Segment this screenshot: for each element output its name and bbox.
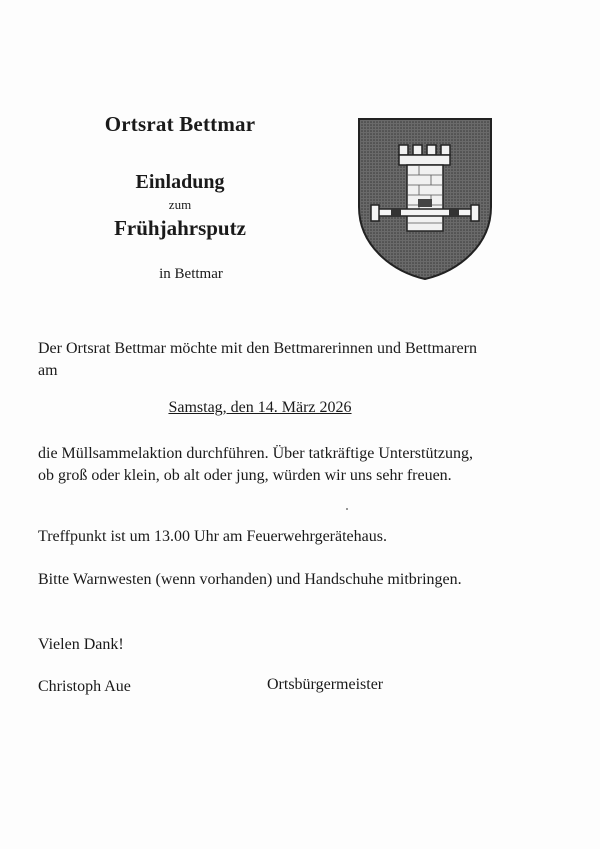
signer-role: Ortsbürgermeister bbox=[267, 676, 384, 693]
event-date bbox=[0, 399, 520, 417]
equipment-paragraph: Bitte Warnwesten (wenn vorhanden) und Handschuhe mitbringen. bbox=[38, 571, 462, 588]
scan-speck bbox=[346, 508, 348, 510]
meeting-point-paragraph: Treffpunkt ist um 13.00 Uhr am Feuerwehrgerätehaus. bbox=[38, 528, 387, 545]
event-date-text: Samstag, den 14. März 2026 bbox=[168, 399, 352, 416]
signer-name: Christoph Aue bbox=[38, 678, 131, 695]
thanks-line: Vielen Dank! bbox=[38, 636, 124, 653]
event-location: in Bettmar bbox=[159, 266, 223, 282]
intro-paragraph: Der Ortsrat Bettmar möchte mit den Bettmarerinnen und Bettmarern am bbox=[38, 340, 477, 379]
invitation-heading: Einladung bbox=[135, 171, 225, 193]
event-title: Frühjahrsputz bbox=[114, 216, 246, 240]
coat-of-arms-tower-icon bbox=[355, 115, 495, 283]
activity-paragraph: die Müllsammelaktion durchführen. Über tatkräftige Unterstützung, ob groß oder klein, ob alt oder jung, würden wir uns sehr freuen. bbox=[38, 445, 473, 484]
organization-title: Ortsrat Bettmar bbox=[104, 112, 256, 136]
connector-word: zum bbox=[168, 197, 192, 212]
